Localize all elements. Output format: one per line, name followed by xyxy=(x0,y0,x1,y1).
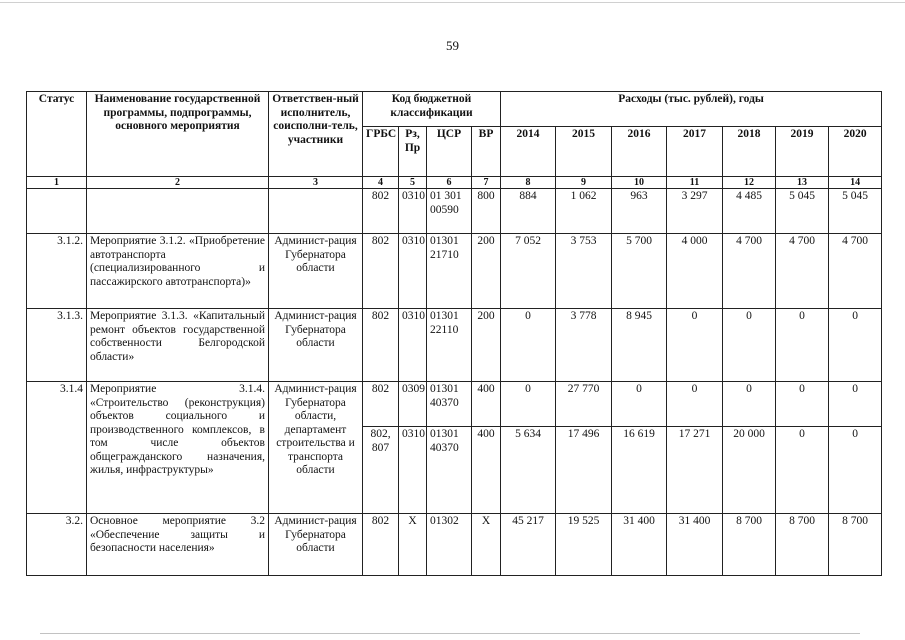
header-csr: ЦСР xyxy=(427,127,472,177)
vr-cell: 400 xyxy=(472,382,501,427)
col-number: 5 xyxy=(399,177,427,189)
header-expenses: Расходы (тыс. рублей), годы xyxy=(501,92,882,127)
value-cell: 0 xyxy=(667,382,723,427)
value-cell: 17 496 xyxy=(556,427,612,514)
grbs-cell: 802 xyxy=(363,382,399,427)
rzpr-cell: 0309 xyxy=(399,382,427,427)
col-number: 10 xyxy=(612,177,667,189)
col-number: 8 xyxy=(501,177,556,189)
csr-cell: 01302 xyxy=(427,514,472,576)
rzpr-cell: Х xyxy=(399,514,427,576)
value-cell: 7 052 xyxy=(501,234,556,309)
executor-cell: Админист-рация Губернатора области xyxy=(269,514,363,576)
scan-edge-top xyxy=(0,2,905,3)
executor-cell: Админист-рация Губернатора области, департамент строительства и транспорта области xyxy=(269,382,363,514)
header-grbs: ГРБС xyxy=(363,127,399,177)
col-number: 7 xyxy=(472,177,501,189)
value-cell: 0 xyxy=(667,309,723,382)
page-number: 59 xyxy=(446,38,459,53)
value-cell: 4 700 xyxy=(829,234,882,309)
executor-cell xyxy=(269,189,363,234)
col-number: 4 xyxy=(363,177,399,189)
table-row xyxy=(27,234,882,309)
status-cell xyxy=(27,189,87,234)
value-cell: 0 xyxy=(501,382,556,427)
value-cell: 884 xyxy=(501,189,556,234)
header-year: 2014 xyxy=(501,127,556,177)
value-cell: 0 xyxy=(501,309,556,382)
grbs-cell: 802 xyxy=(363,514,399,576)
value-cell: 0 xyxy=(829,382,882,427)
column-number-row xyxy=(27,177,882,189)
value-cell: 4 485 xyxy=(723,189,776,234)
header-year: 2019 xyxy=(776,127,829,177)
col-number: 2 xyxy=(87,177,269,189)
value-cell: 20 000 xyxy=(723,427,776,514)
header-rzpr: Рз, Пр xyxy=(399,127,427,177)
value-cell: 0 xyxy=(723,382,776,427)
value-cell: 0 xyxy=(612,382,667,427)
header-budget-code: Код бюджетной классификации xyxy=(363,92,501,127)
header-year: 2017 xyxy=(667,127,723,177)
value-cell: 0 xyxy=(776,427,829,514)
rzpr-cell: 0310 xyxy=(399,189,427,234)
value-cell: 8 700 xyxy=(776,514,829,576)
value-cell: 1 062 xyxy=(556,189,612,234)
header-year: 2018 xyxy=(723,127,776,177)
value-cell: 5 045 xyxy=(776,189,829,234)
header-name: Наименование государственной программы, подпрограммы, основного мероприятия xyxy=(87,92,269,177)
value-cell: 31 400 xyxy=(667,514,723,576)
status-cell: 3.1.4 xyxy=(27,382,87,514)
col-number: 3 xyxy=(269,177,363,189)
value-cell: 8 700 xyxy=(723,514,776,576)
vr-cell: Х xyxy=(472,514,501,576)
col-number: 12 xyxy=(723,177,776,189)
value-cell: 31 400 xyxy=(612,514,667,576)
value-cell: 16 619 xyxy=(612,427,667,514)
rzpr-cell: 0310 xyxy=(399,234,427,309)
value-cell: 27 770 xyxy=(556,382,612,427)
header-year: 2020 xyxy=(829,127,882,177)
col-number: 9 xyxy=(556,177,612,189)
value-cell: 17 271 xyxy=(667,427,723,514)
value-cell: 5 634 xyxy=(501,427,556,514)
col-number: 14 xyxy=(829,177,882,189)
rzpr-cell: 0310 xyxy=(399,427,427,514)
value-cell: 19 525 xyxy=(556,514,612,576)
name-cell: Мероприятие 3.1.4. «Строительство (реконструкция) объектов социального и производственного комплексов, в том числе объектов общегражданского назначения, жилья, инфраструктуры» xyxy=(87,382,269,514)
status-cell: 3.1.2. xyxy=(27,234,87,309)
csr-cell: 01301 40370 xyxy=(427,427,472,514)
value-cell: 0 xyxy=(776,309,829,382)
value-cell: 45 217 xyxy=(501,514,556,576)
header-executor: Ответствен-ный исполнитель, соисполни-тель, участники xyxy=(269,92,363,177)
vr-cell: 200 xyxy=(472,309,501,382)
status-cell: 3.1.3. xyxy=(27,309,87,382)
csr-cell: 01301 22110 xyxy=(427,309,472,382)
csr-cell: 01301 21710 xyxy=(427,234,472,309)
value-cell: 5 700 xyxy=(612,234,667,309)
status-cell: 3.2. xyxy=(27,514,87,576)
name-cell: Мероприятие 3.1.3. «Капитальный ремонт объектов государственной собственности Белгородской области» xyxy=(87,309,269,382)
value-cell: 8 700 xyxy=(829,514,882,576)
value-cell: 4 700 xyxy=(776,234,829,309)
value-cell: 0 xyxy=(829,309,882,382)
value-cell: 0 xyxy=(723,309,776,382)
budget-table xyxy=(26,91,882,576)
header-row-1 xyxy=(27,92,882,127)
table-row xyxy=(27,309,882,382)
value-cell: 8 945 xyxy=(612,309,667,382)
col-number: 1 xyxy=(27,177,87,189)
csr-cell: 01 301 00590 xyxy=(427,189,472,234)
name-cell xyxy=(87,189,269,234)
col-number: 11 xyxy=(667,177,723,189)
grbs-cell: 802 xyxy=(363,309,399,382)
header-year: 2016 xyxy=(612,127,667,177)
rzpr-cell: 0310 xyxy=(399,309,427,382)
header-vr: ВР xyxy=(472,127,501,177)
scan-edge-bottom xyxy=(40,633,860,634)
table-row xyxy=(27,382,882,427)
value-cell: 3 778 xyxy=(556,309,612,382)
table-row xyxy=(27,514,882,576)
name-cell: Мероприятие 3.1.2. «Приобретение автотранспорта (специализированного и пассажирского автотранспорта)» xyxy=(87,234,269,309)
table-row xyxy=(27,189,882,234)
value-cell: 0 xyxy=(829,427,882,514)
value-cell: 0 xyxy=(776,382,829,427)
value-cell: 4 000 xyxy=(667,234,723,309)
value-cell: 963 xyxy=(612,189,667,234)
value-cell: 3 297 xyxy=(667,189,723,234)
value-cell: 5 045 xyxy=(829,189,882,234)
col-number: 6 xyxy=(427,177,472,189)
grbs-cell: 802, 807 xyxy=(363,427,399,514)
grbs-cell: 802 xyxy=(363,234,399,309)
name-cell: Основное мероприятие 3.2 «Обеспечение защиты и безопасности населения» xyxy=(87,514,269,576)
vr-cell: 200 xyxy=(472,234,501,309)
header-year: 2015 xyxy=(556,127,612,177)
executor-cell: Админист-рация Губернатора области xyxy=(269,309,363,382)
header-status: Статус xyxy=(27,92,87,177)
vr-cell: 800 xyxy=(472,189,501,234)
grbs-cell: 802 xyxy=(363,189,399,234)
value-cell: 3 753 xyxy=(556,234,612,309)
executor-cell: Админист-рация Губернатора области xyxy=(269,234,363,309)
value-cell: 4 700 xyxy=(723,234,776,309)
vr-cell: 400 xyxy=(472,427,501,514)
col-number: 13 xyxy=(776,177,829,189)
csr-cell: 01301 40370 xyxy=(427,382,472,427)
